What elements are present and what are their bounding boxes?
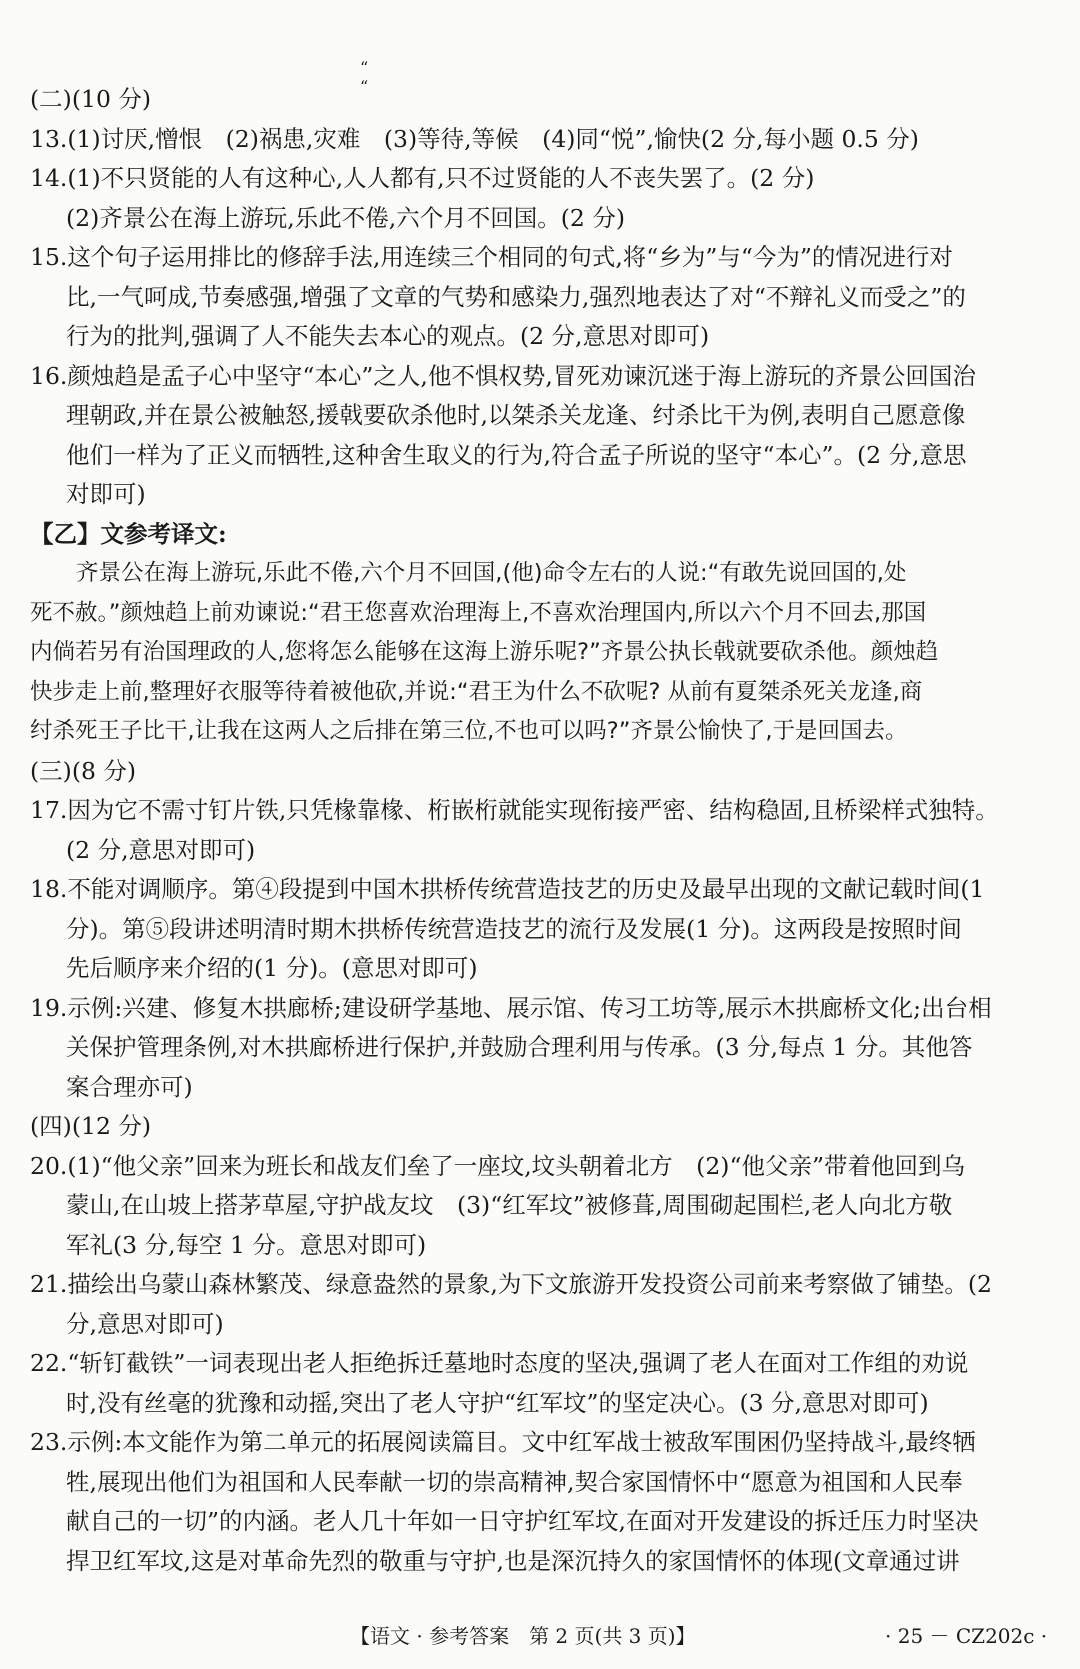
answer-15-line: 行为的批判,强调了人不能失去本心的观点。(2 分,意思对即可) [66,322,710,350]
answer-17-line: (2 分,意思对即可) [66,835,256,864]
answer-19-line: 案合理亦可) [66,1072,193,1101]
answer-20 [30,1147,1055,1266]
answer-23 [30,1423,1055,1581]
page-content [30,80,1055,1581]
answer-14 [30,159,1055,238]
translation-title: 【乙】文参考译文: [30,519,227,548]
page-footer [0,1620,1080,1650]
answer-18 [30,870,1055,989]
answer-13: 13.(1)讨厌,憎恨 (2)祸患,灾难 (3)等待,等候 (4)同“悦”,愉快(2 分,每小题 0.5 分) [30,124,919,153]
section-4-header: (四)(12 分) [30,1112,152,1140]
answer-17 [30,791,1055,870]
answer-20-line: 20.(1)“他父亲”回来为班长和战友们垒了一座坟,坟头朝着北方 (2)“他父亲”带着他回到乌 [30,1151,965,1180]
footer-doc-code: · 25 － CZ202c · [885,1624,1048,1648]
answer-18-line: 18.不能对调顺序。第④段提到中国木拱桥传统营造技艺的历史及最早出现的文献记载时间(1 [30,875,985,903]
answer-23-line: 牲,展现出他们为祖国和人民奉献一切的崇高精神,契合家国情怀中“愿意为祖国和人民奉 [66,1467,963,1496]
footer-page-label: 【语文 · 参考答案 第 2 页(共 3 页)】 [350,1624,696,1648]
answer-16-line: 对即可) [66,480,146,508]
section-2-header: (二)(10 分) [30,85,152,113]
answer-20-line: 军礼(3 分,每空 1 分。意思对即可) [66,1230,427,1259]
answer-16 [30,357,1055,515]
answer-23-line: 捍卫红军坟,这是对革命先烈的敬重与守护,也是深沉持久的家国情怀的体现(文章通过讲 [66,1546,960,1575]
translation-line: 快步走上前,整理好衣服等待着被他砍,并说:“君王为什么不砍呢? 从前有夏桀杀死关龙逢,商 [30,678,923,705]
answer-19-line: 关保护管理条例,对木拱廊桥进行保护,并鼓励合理利用与传承。(3 分,每点 1 分。其他答 [66,1033,973,1061]
answer-22-line: 22.“斩钉截铁”一词表现出老人拒绝拆迁墓地时态度的坚决,强调了老人在面对工作组的劝说 [30,1349,969,1377]
answer-22-line: 时,没有丝毫的犹豫和动摇,突出了老人守护“红军坟”的坚定决心。(3 分,意思对即可) [66,1388,929,1417]
section-3-header: (三)(8 分) [30,756,137,785]
answer-23-line: 23.示例:本文能作为第二单元的拓展阅读篇目。文中红军战士被敌军围困仍坚持战斗,最终牺 [30,1428,976,1456]
answer-23-line: 献自己的一切”的内涵。老人几十年如一日守护红军坟,在面对开发建设的拆迁压力时坚决 [66,1507,979,1535]
answer-20-line: 蒙山,在山坡上搭茅草屋,守护战友坟 (3)“红军坟”被修葺,周围砌起围栏,老人向北方敬 [66,1191,953,1219]
answer-16-line: 理朝政,并在景公被触怒,援戟要砍杀他时,以桀杀关龙逢、纣杀比干为例,表明自己愿意像 [66,401,966,429]
answer-22 [30,1344,1055,1423]
translation-line: 纣杀死王子比干,让我在这两人之后排在第三位,不也可以吗?”齐景公愉快了,于是回国去。 [30,718,908,744]
answer-16-line: 他们一样为了正义而牺牲,这种舍生取义的行为,符合孟子所说的坚守“本心”。(2 分,意思 [66,440,967,469]
answer-14-part2: (2)齐景公在海上游玩,乐此不倦,六个月不回国。(2 分) [66,203,625,232]
answer-15-line: 15.这个句子运用排比的修辞手法,用连续三个相同的句式,将“乡为”与“今为”的情况进行对 [30,243,953,271]
answer-18-line: 分)。第⑤段讲述明清时期木拱桥传统营造技艺的流行及发展(1 分)。这两段是按照时间 [66,914,962,943]
translation-line: 内倘若另有治国理政的人,您将怎么能够在这海上游乐呢?”齐景公执长戟就要砍杀他。颜烛趋 [30,639,939,665]
answer-19 [30,989,1055,1108]
translation-line: 死不赦。”颜烛趋上前劝谏说:“君王您喜欢治理海上,不喜欢治理国内,所以六个月不回去,那国 [30,599,927,626]
answer-18-line: 先后顺序来介绍的(1 分)。(意思对即可) [66,954,478,982]
answer-21 [30,1265,1055,1344]
top-quote-marks: “ “ [360,58,459,96]
answer-15 [30,238,1055,357]
answer-19-line: 19.示例:兴建、修复木拱廊桥;建设研学基地、展示馆、传习工坊等,展示木拱廊桥文化;出台相 [30,993,992,1022]
answer-16-line: 16.颜烛趋是孟子心中坚守“本心”之人,他不惧权势,冒死劝谏沉迷于海上游玩的齐景公回国治 [30,361,976,390]
translation-line: 齐景公在海上游玩,乐此不倦,六个月不回国,(他)命令左右的人说:“有敢先说回国的,处 [76,560,907,586]
answer-17-line: 17.因为它不需寸钉片铁,只凭椽靠椽、桁嵌桁就能实现衔接严密、结构稳固,且桥梁样式独特。 [30,796,999,824]
answer-21-line: 21.描绘出乌蒙山森林繁茂、绿意盎然的景象,为下文旅游开发投资公司前来考察做了铺垫。(2 [30,1270,992,1298]
translation-block [30,515,1055,752]
answer-21-line: 分,意思对即可) [66,1309,224,1338]
answer-14-part1: 14.(1)不只贤能的人有这种心,人人都有,只不过贤能的人不丧失罢了。(2 分) [30,164,815,192]
answer-15-line: 比,一气呵成,节奏感强,增强了文章的气势和感染力,强烈地表达了对“不辩礼义而受之”的 [66,282,966,311]
